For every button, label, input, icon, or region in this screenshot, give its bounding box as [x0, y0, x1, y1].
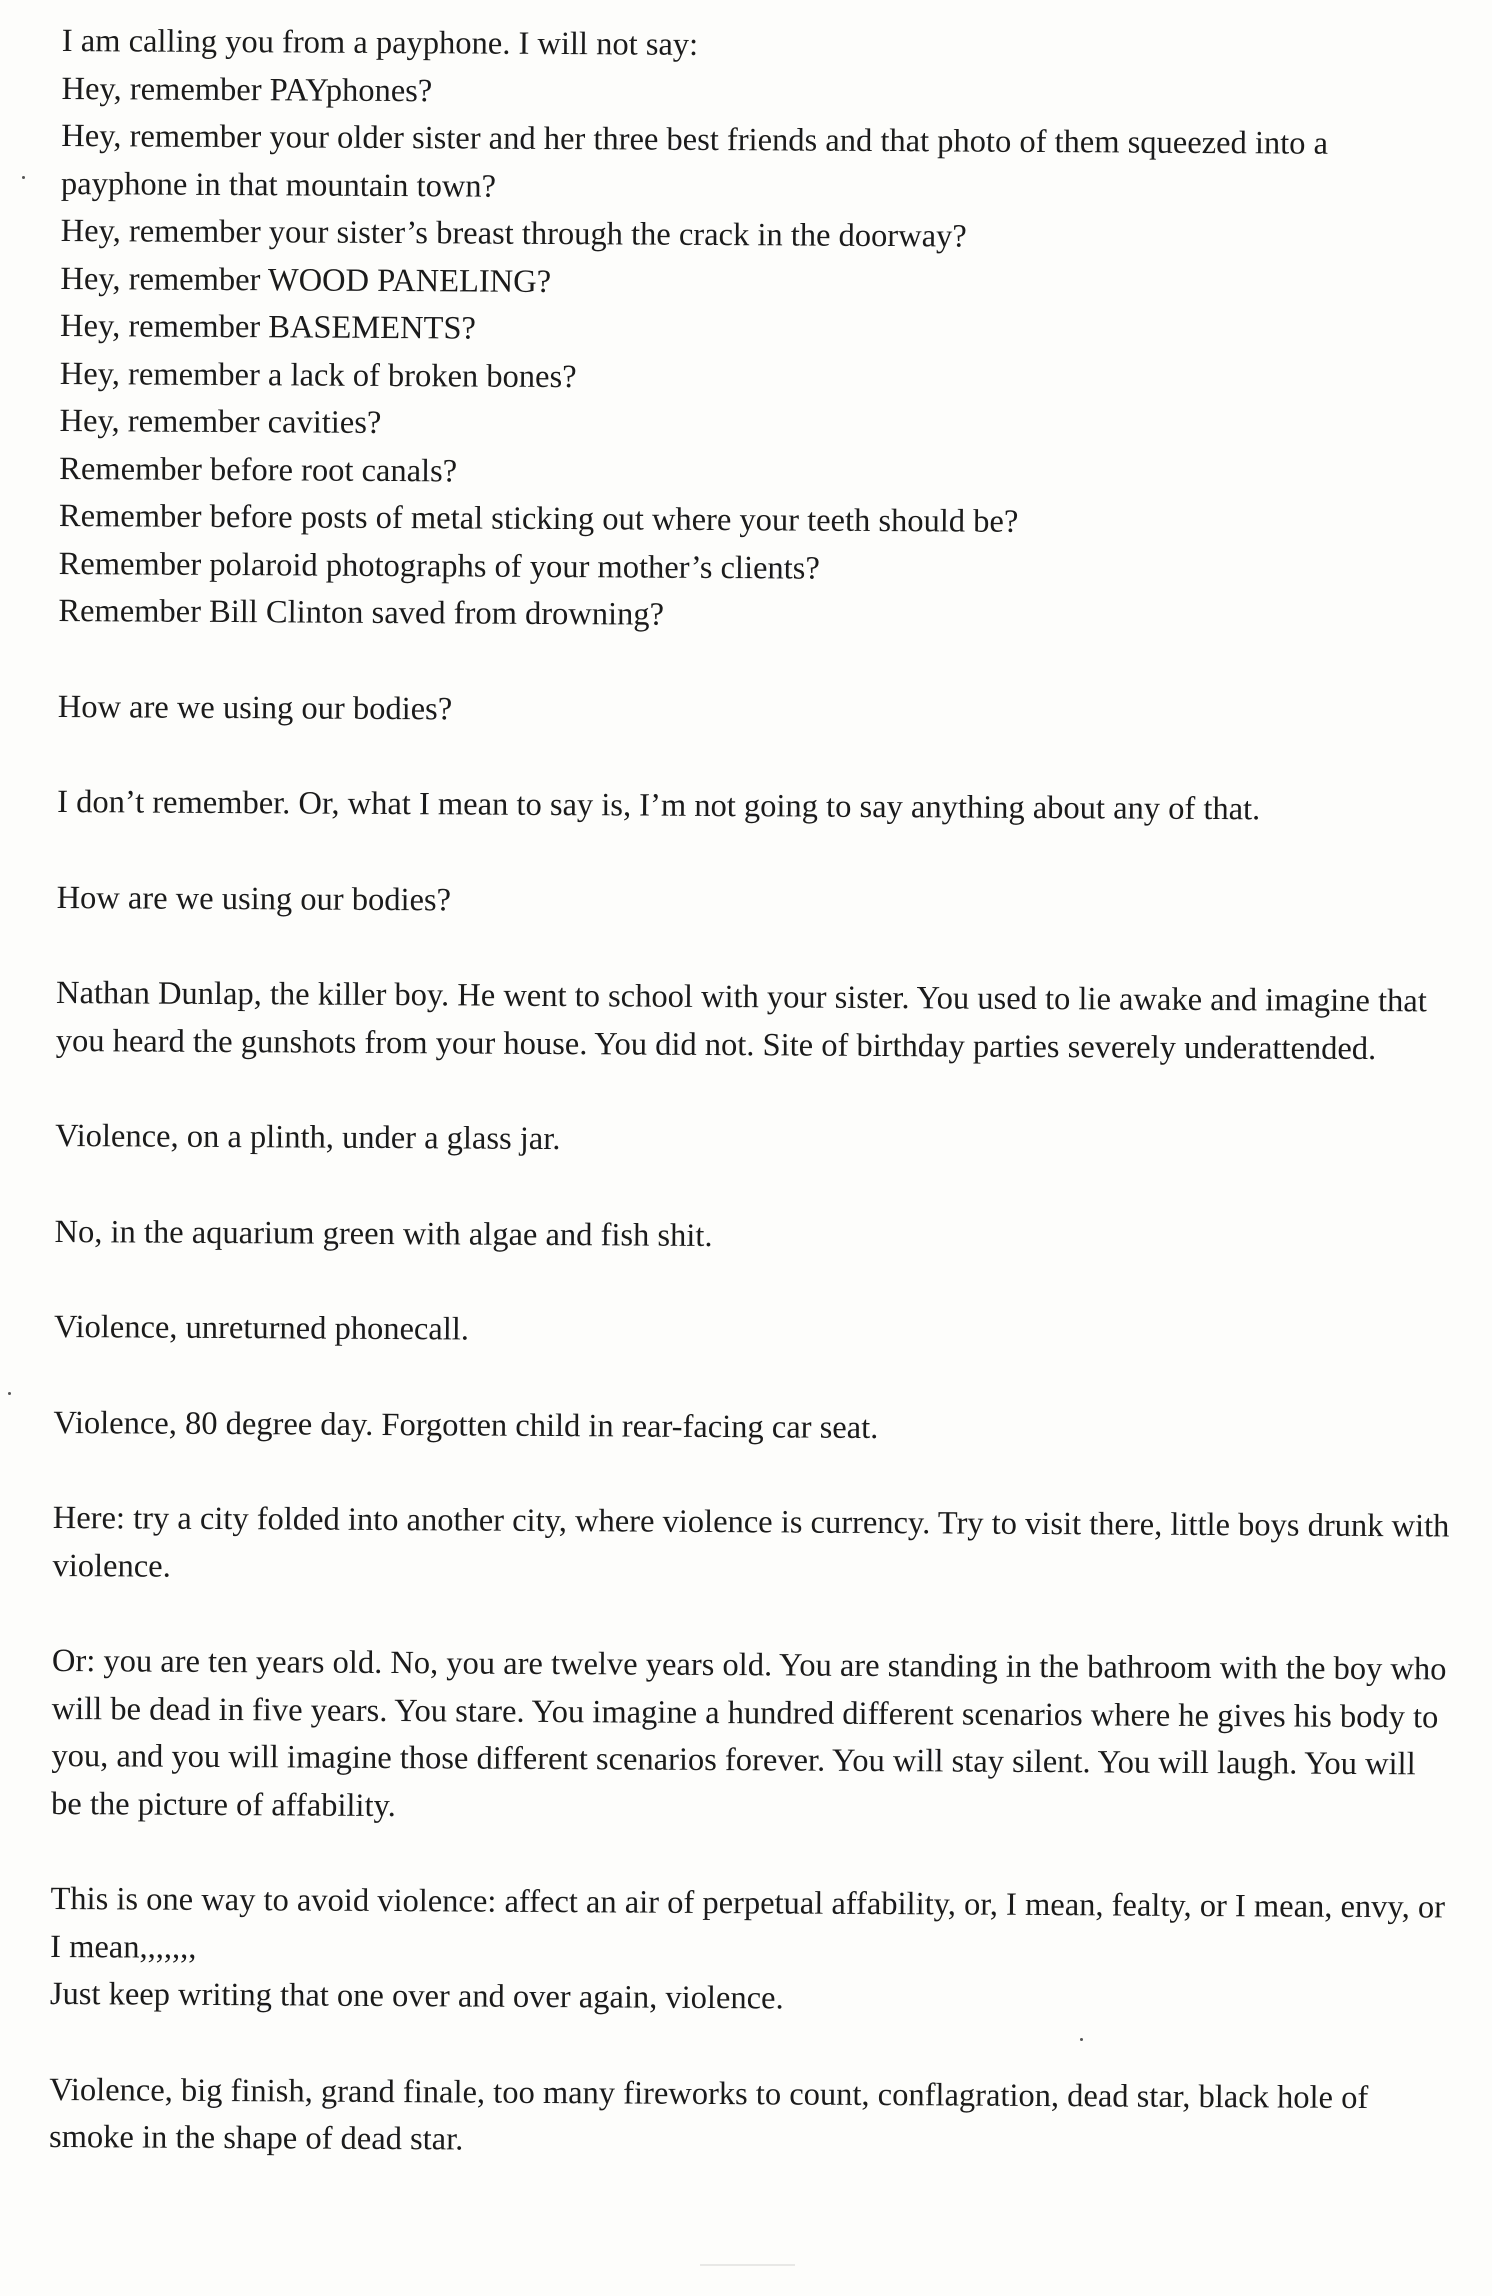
text-line: Hey, remember cavities? [59, 402, 382, 441]
text-line: Remember before posts of metal sticking out where your teeth should be? [58, 497, 1019, 540]
text-line: How are we using our bodies? [56, 879, 452, 918]
stanza [57, 779, 1457, 835]
scan-smudge [700, 2264, 795, 2266]
text-line: Violence, on a plinth, under a glass jar. [55, 1117, 561, 1158]
text-line: I am calling you from a payphone. I will not say: [61, 22, 699, 63]
text-line: I don’t remember. Or, what I mean to say is, I’m not going to say anything about any of that. [57, 783, 1261, 828]
text-line: Remember Bill Clinton saved from drowning? [58, 592, 665, 633]
stanza [53, 1399, 1453, 1455]
text-line: Remember polaroid photographs of your mother’s clients? [58, 545, 820, 587]
text-line: Hey, remember BASEMENTS? [60, 307, 477, 347]
text-line: Hey, remember WOOD PANELING? [60, 260, 552, 300]
stray-mark [8, 1392, 11, 1395]
stanza [50, 1876, 1451, 2027]
poem-text [49, 18, 1462, 2170]
stanza [51, 1638, 1452, 1837]
stanza [56, 874, 1456, 930]
text-line: Hey, remember your sister’s breast through the crack in the doorway? [60, 212, 967, 255]
text-line: This is one way to avoid violence: affect an air of perpetual affability, or, I mean, fealty, or I mean, envy, or I mean,,,,,,, [50, 1880, 1446, 1966]
text-line: Violence, big finish, grand finale, too many fireworks to count, conflagration, dead star, black hole of smoke in the shape of dead star. [48, 2071, 1369, 2158]
stanza [52, 1495, 1453, 1599]
text-line: Violence, 80 degree day. Forgotten child in rear-facing car seat. [53, 1404, 879, 1446]
text-line: Nathan Dunlap, the killer boy. He went to school with your sister. You used to lie awake and imagine that you heard the gunshots from your house. You did not. Site of birthday parties severely underattended. [55, 974, 1427, 1067]
stanza [54, 1304, 1454, 1360]
stanza [56, 970, 1457, 1074]
stray-mark [22, 176, 25, 179]
text-line: Remember before root canals? [59, 450, 458, 489]
text-line: Or: you are ten years old. No, you are twelve years old. You are standing in the bathroom with the boy who will be dead in five years. You stare. You imagine a hundred different scenarios where he gives his body to you, and you will imagine those different scenarios forever. You will stay silent. You will laugh. You will be the picture of affability. [50, 1642, 1447, 1824]
text-line: Violence, unreturned phonecall. [53, 1308, 470, 1348]
text-line: Hey, remember PAYphones? [61, 70, 433, 109]
stanza [58, 18, 1462, 644]
text-line: Hey, remember your older sister and her three best friends and that photo of them squeezed into a payphone in that mountain town? [60, 117, 1329, 205]
text-line: Just keep writing that one over and over again, violence. [49, 1975, 784, 2017]
text-line: Hey, remember a lack of broken bones? [59, 355, 577, 395]
text-line: How are we using our bodies? [57, 688, 453, 727]
text-line: No, in the aquarium green with algae and fish shit. [54, 1213, 713, 1254]
stanza [58, 683, 1458, 739]
stray-mark [1080, 2038, 1083, 2041]
text-line: Here: try a city folded into another city, where violence is currency. Try to visit there, little boys drunk with violence. [52, 1499, 1450, 1585]
stanza [54, 1208, 1454, 1264]
stanza [49, 2066, 1450, 2170]
stanza [55, 1113, 1455, 1169]
